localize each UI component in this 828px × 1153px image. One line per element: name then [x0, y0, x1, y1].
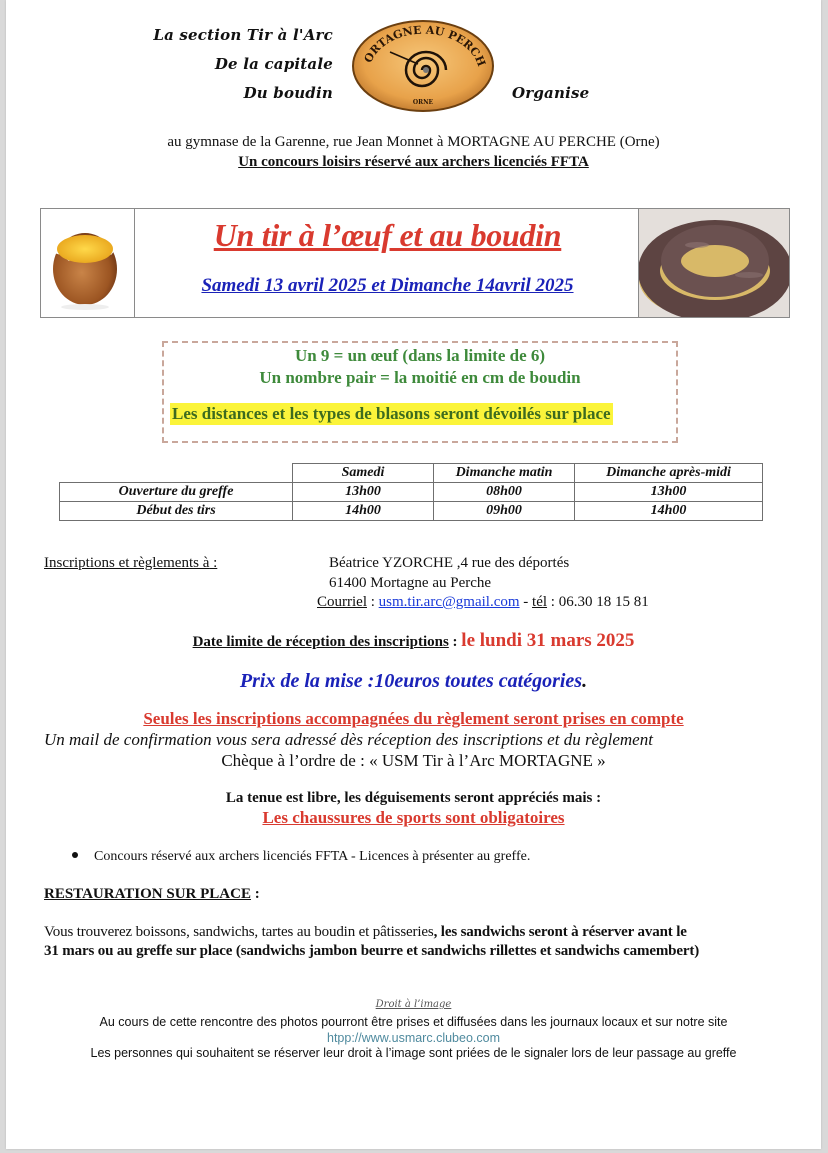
contact-line: Courriel : usm.tir.arc@gmail.com - tél : 06.30 18 15 81	[317, 594, 649, 610]
dress-code: La tenue est libre, les déguisements seront appréciés mais :	[225, 790, 602, 806]
entry-price-text: Prix de la mise :10euros toutes catégories	[239, 670, 583, 692]
schedule-table	[59, 463, 763, 521]
catering-text-bold: , les sandwichs seront à réserver avant le	[433, 924, 687, 940]
list-item	[72, 849, 530, 865]
boudin-photo	[638, 209, 789, 317]
boudin-icon	[639, 209, 789, 317]
header-script-line-2: De la capitale	[214, 55, 333, 73]
catering-text-regular: Vous trouverez boissons, sandwichs, tartes au boudin et pâtisseries	[44, 924, 434, 940]
title-banner	[40, 208, 790, 318]
email-link[interactable]: usm.tir.arc@gmail.com	[378, 594, 520, 610]
image-rights-line-2: Les personnes qui souhaitent se réserver leur droit à l’image sont priées de le signaler lors de leur passage au greffe	[90, 1046, 737, 1060]
email-label: Courriel	[317, 594, 367, 610]
schedule-row	[60, 483, 763, 502]
schedule-row-label: Ouverture du greffe	[60, 483, 293, 502]
schedule-cell: 14h00	[575, 502, 763, 521]
schedule-header-row	[60, 464, 763, 483]
registration-label	[44, 555, 217, 572]
entry-price-dot: .	[582, 670, 588, 692]
image-rights-heading: Droit à l’image	[375, 999, 452, 1010]
event-dates: Samedi 13 avril 2025 et Dimanche 14avril 2025	[201, 275, 574, 296]
club-logo-spiral-icon	[348, 14, 498, 114]
registration-label-colon: :	[209, 555, 218, 571]
svg-text:ORNE: ORNE	[412, 99, 434, 106]
svg-text:MORTAGNE AU PERCHE: ORTAGNE AU PERCH	[361, 23, 488, 69]
catering-text-line-2: 31 mars ou au greffe sur place (sandwichs jambon beurre et sandwichs rillettes et sandwichs camembert)	[44, 943, 700, 959]
phone-number: 06.30 18 15 81	[558, 594, 649, 610]
header-script-line-3: Du boudin	[243, 84, 333, 102]
address-line-1: Béatrice YZORCHE ,4 rue des déportés	[329, 555, 570, 571]
deadline-value: le lundi 31 mars 2025	[461, 630, 635, 651]
header-organise: Organise	[512, 84, 590, 102]
egg-icon	[41, 209, 134, 317]
venue-text: au gymnase de la Garenne, rue Jean Monnet à MORTAGNE AU PERCHE (Orne)	[167, 134, 660, 150]
image-rights-line-1: Au cours de cette rencontre des photos pourront être prises et diffusées dans les journaux locaux et sur notre site	[99, 1015, 728, 1029]
schedule-cell: 13h00	[575, 483, 763, 502]
club-website-link[interactable]: htpp://www.usmarc.clubeo.com	[327, 1031, 500, 1045]
header-script-line-1: La section Tir à l'Arc	[153, 26, 333, 44]
shoes-required: Les chaussures de sports sont obligatoires	[262, 808, 565, 827]
catering-heading	[44, 886, 260, 903]
rule-egg: Un 9 = un œuf (dans la limite de 6)	[294, 346, 546, 365]
contest-type	[6, 154, 821, 171]
club-logo	[348, 14, 498, 114]
schedule-corner	[60, 464, 293, 483]
address-line-2: 61400 Mortagne au Perche	[329, 575, 492, 591]
deadline: Date limite de réception des inscriptions : le lundi 31 mars 2025	[192, 630, 635, 651]
contest-type-text: Un concours loisirs réservé aux archers licenciés FFTA	[238, 154, 589, 170]
schedule-row-label: Début des tirs	[60, 502, 293, 521]
catering-heading-text: RESTAURATION SUR PLACE	[44, 886, 251, 902]
catering-heading-colon: :	[250, 886, 260, 902]
flyer-page	[6, 0, 821, 1149]
payment-notice: Seules les inscriptions accompagnées du règlement seront prises en compte	[143, 709, 684, 728]
schedule-row	[60, 502, 763, 521]
schedule-cell: 09h00	[434, 502, 575, 521]
confirmation-notice: Un mail de confirmation vous sera adressé dès réception des inscriptions et du règlement	[44, 730, 653, 749]
bullet-icon	[72, 852, 78, 858]
registration-label-text: Inscriptions et règlements à	[44, 555, 210, 571]
contact-separator: -	[519, 594, 533, 610]
rule-boudin: Un nombre pair = la moitié en cm de boudin	[259, 368, 581, 387]
schedule-cell: 14h00	[293, 502, 434, 521]
rules-box	[162, 341, 678, 443]
phone-label: tél	[532, 594, 548, 610]
schedule-cell: 08h00	[434, 483, 575, 502]
schedule-col-header: Samedi	[293, 464, 434, 483]
schedule-cell: 13h00	[293, 483, 434, 502]
list-item-text: Concours réservé aux archers licenciés FFTA - Licences à présenter au greffe.	[94, 849, 531, 864]
catering-text-line-1	[44, 924, 687, 941]
deadline-label: Date limite de réception des inscriptions	[192, 634, 449, 650]
egg-photo	[41, 209, 135, 317]
cheque-payee: Chèque à l’ordre de : « USM Tir à l’Arc MORTAGNE »	[221, 751, 606, 770]
schedule-col-header: Dimanche après-midi	[575, 464, 763, 483]
event-title: Un tir à l’œuf et au boudin	[213, 217, 562, 253]
entry-price	[6, 670, 821, 693]
rule-highlight: Les distances et les types de blasons seront dévoilés sur place	[172, 404, 611, 423]
schedule-col-header: Dimanche matin	[434, 464, 575, 483]
